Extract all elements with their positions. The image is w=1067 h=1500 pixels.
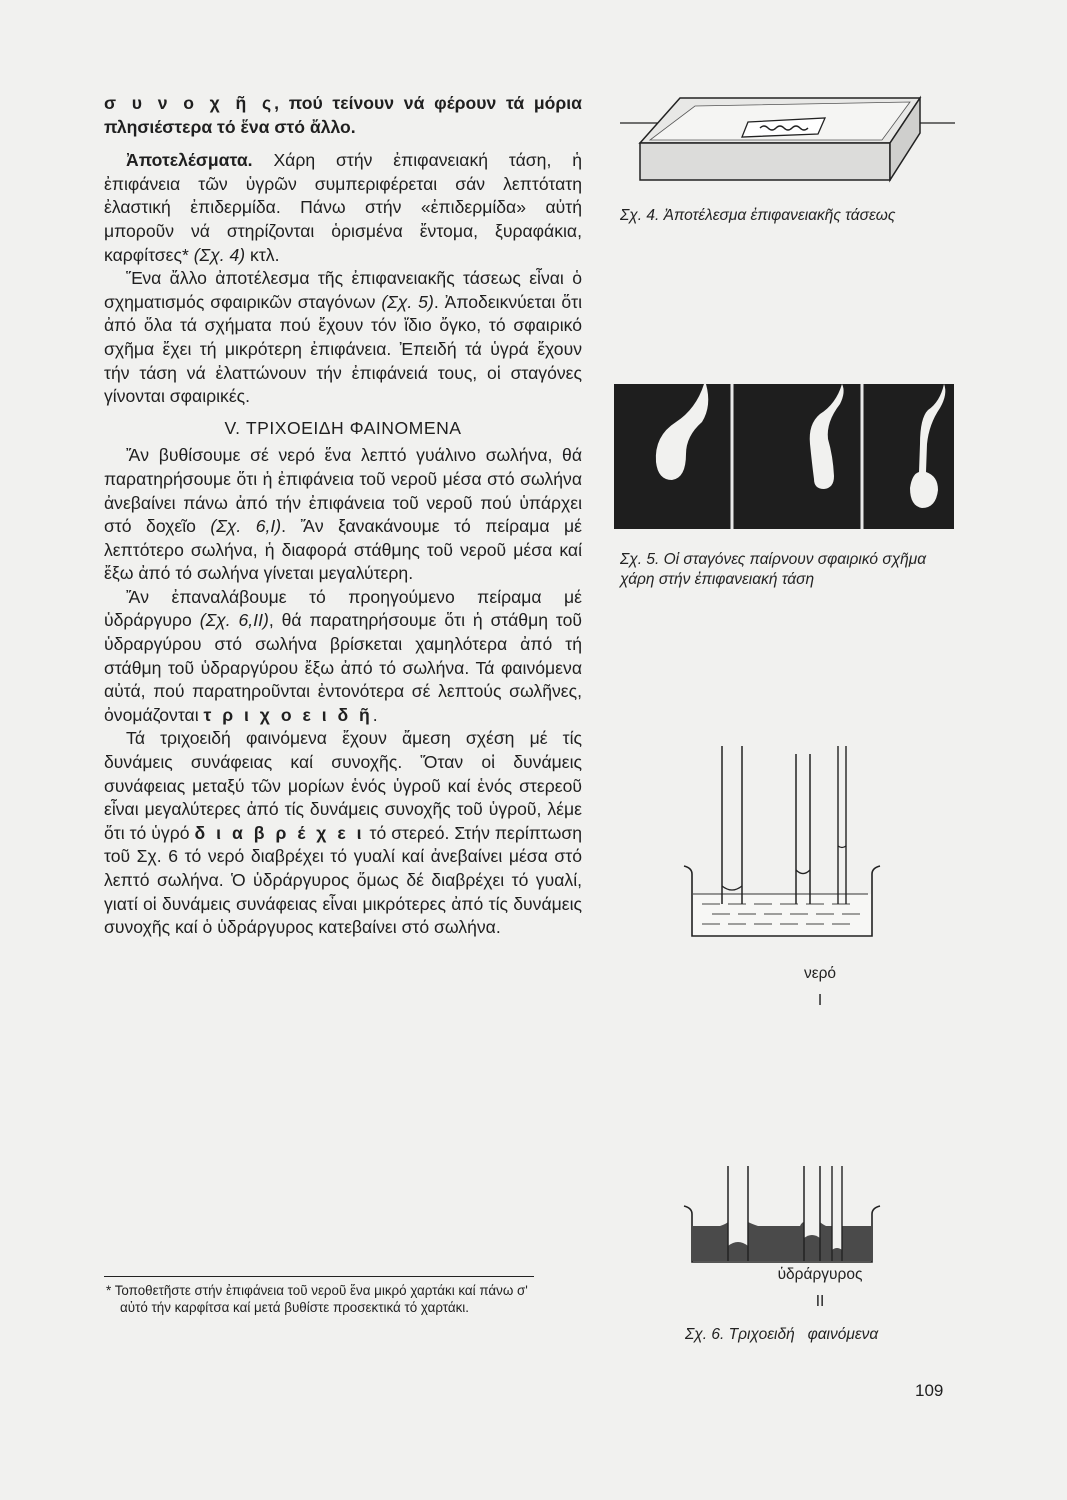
fig6-label-mercury: ὑδράργυρος	[777, 1266, 863, 1283]
fig6-label-water: νερό	[803, 965, 837, 982]
paragraph-results: Ἀποτελέσματα. Χάρη στήν ἐπιφανειακή τάση, ἡ ἐπιφάνεια τῶν ὑγρῶν συμπεριφέρεται σάν λεπτότατη ἐλαστική ἐπιδερμίδα. Πάνω στήν «ἐπιδερμίδα» αὐτή μποροῦν νά στηρίζονται ὁρισμένα ἔντομα, ξυραφάκια, καρφίτσες* (Σχ. 4) κτλ.	[104, 150, 582, 265]
fig4-caption: Σχ. 4. Ἀποτέλεσμα ἐπιφανειακῆς τάσεως	[620, 207, 896, 224]
fig4-razor-tray-illustration	[620, 88, 960, 198]
section-heading: V. ΤΡΙΧΟΕΙΔΗ ΦΑΙΝΟΜΕΝΑ	[224, 417, 462, 438]
fig6-numeral-2: II	[815, 1293, 825, 1310]
paragraph-water-tube: Ἄν βυθίσουμε σέ νερό ἕνα λεπτό γυάλινο σωλήνα, θά παρατηρήσουμε ὅτι ἡ ἐπιφάνεια τοῦ νεροῦ μέσα στό σωλήνα ἀνεβαίνει πάνω ἀπό τήν ἐπιφάνεια τοῦ νεροῦ πού ὑπάρχει στό δοχεῖο (Σχ. 6,I). Ἄν ξανακάνουμε τό πείραμα μέ λεπτότερο σωλήνα, ἡ διαφορά στάθμης τοῦ νεροῦ μέσα καί ἔξω ἀπό τό σωλήνα γίνεται μεγαλύτερη.	[104, 445, 583, 584]
paragraph-drops: Ἕνα ἄλλο ἀποτέλεσμα τῆς ἐπιφανειακῆς τάσεως εἶναι ὁ σχηματισμός σφαιρικῶν σταγόνων (Σχ. 5). Ἀποδεικνύεται ὅτι ἀπό ὅλα τά σχήματα πού ἔχουν τόν ἴδιο ὄγκο, τό σφαιρικό σχῆμα ἔχει τή μικρότερη ἐπιφάνεια. Ἐπειδή τά ὑγρά ἔχουν τήν τάση νά ἐλαττώνουν τήν ἐπιφάνειά τους, οἱ σταγόνες γίνονται σφαιρικές.	[104, 268, 582, 407]
paragraph-wetting: Τά τριχοειδή φαινόμενα ἔχουν ἄμεση σχέση μέ τίς δυνάμεις συνάφειας καί συνοχῆς. Ὅταν οἱ δυνάμεις συνάφειας μεταξύ τῶν μορίων ἑνός ὑγροῦ καί ἑνός στερεοῦ εἶναι μεγαλύτερες ἀπό τίς δυνάμεις συνοχῆς τοῦ ὑγροῦ, λέμε ὅτι τό ὑγρό δ ι α β ρ έ χ ε ι τό στερεό. Στήν περίπτωση τοῦ Σχ. 6 τό νερό διαβρέχει τό γυαλί καί ἀνεβαίνει μέσα στό λεπτό σωλήνα. Ὁ ὑδράργυρος ὅμως δέ διαβρέχει τό γυαλί, γιατί οἱ δυνάμεις συνάφειας εἶναι μικρότερες ἀπό τίς δυνάμεις συνοχῆς καί ὁ ὑδράργυρος κατεβαίνει στό σωλήνα.	[104, 728, 582, 938]
paragraph-mercury: Ἄν ἐπαναλάβουμε τό προηγούμενο πείραμα μέ ὑδράργυρο (Σχ. 6,II), θά παρατηρήσουμε ὅτι ἡ στάθμη τοῦ ὑδραργύρου στό σωλήνα βρίσκεται χαμηλότερα ἀπό τή στάθμη τοῦ ὑδραργύρου ἔξω ἀπό τό σωλήνα. Τά φαινόμενα αὐτά, πού παρατηροῦνται ἐντονότερα σέ λεπτούς σωλῆνες, ὀνομάζονται τ ρ ι χ ο ε ι δ ῆ.	[104, 586, 582, 725]
fig6-mercury-capillary-diagram	[672, 1166, 892, 1266]
paragraph-cohesion: σ υ ν ο χ ῆ ς, πού τείνουν νά φέρουν τά μόρια πλησιέστερα τό ἕνα στό ἄλλο.	[104, 93, 582, 137]
fig5-caption: Σχ. 5. Οἱ σταγόνες παίρνουν σφαιρικό σχῆμα χάρη στήν ἐπιφανειακή τάση	[620, 551, 927, 588]
fig6-caption: Σχ. 6. Τριχοειδή φαινόμενα	[685, 1326, 879, 1343]
footnote: * Τοποθετῆστε στήν ἐπιφάνεια τοῦ νεροῦ ἕνα μικρό χαρτάκι καί πάνω σ' αὐτό τήν καρφίτσα καί μετά βυθίστε προσεκτικά τό χαρτάκι.	[104, 1276, 534, 1316]
page-number: 109	[915, 1381, 944, 1400]
main-text-column	[104, 92, 582, 940]
fig6-numeral-1: I	[817, 992, 823, 1009]
fig5-drops-photo	[614, 384, 954, 529]
fig6-water-capillary-diagram	[672, 746, 892, 946]
